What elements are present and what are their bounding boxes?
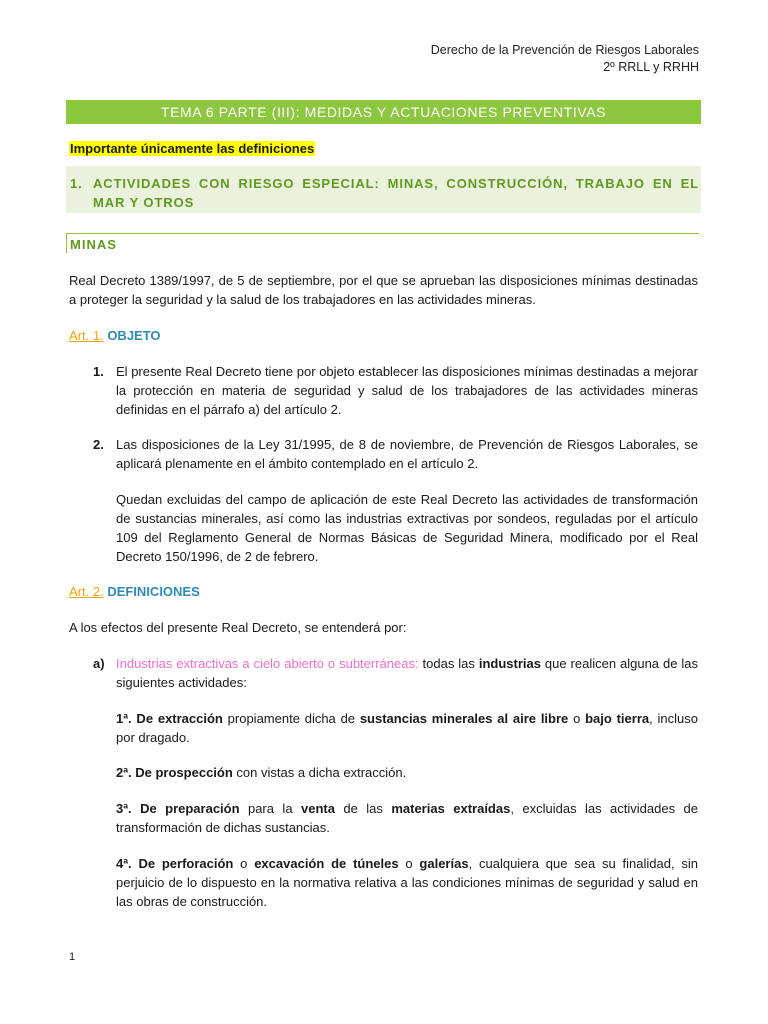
definition-a bbox=[116, 654, 698, 692]
activity-3 bbox=[116, 799, 698, 837]
article-1-number: Art. 1. bbox=[69, 328, 104, 343]
list-marker-1: 1. bbox=[93, 364, 104, 379]
list-marker-2: 2. bbox=[93, 437, 104, 452]
definition-a-bold: industrias bbox=[478, 656, 541, 671]
article-2-title: DEFINICIONES bbox=[107, 584, 200, 599]
definition-a-text-2: que realicen alguna de las siguientes actividades: bbox=[116, 656, 698, 690]
chapter-title: TEMA 6 PARTE (III): MEDIDAS Y ACTUACIONES PREVENTIVAS bbox=[66, 100, 701, 124]
important-note-text: Importante únicamente las definiciones bbox=[70, 141, 315, 156]
header-course: Derecho de la Prevención de Riesgos Laborales bbox=[430, 43, 699, 57]
article-2-number: Art. 2. bbox=[69, 584, 104, 599]
important-note bbox=[69, 140, 315, 157]
activity-2 bbox=[116, 763, 698, 782]
article-1-exclusions: Quedan excluidas del campo de aplicación de este Real Decreto las actividades de transformación de sustancias minerales, así como las industrias extractivas por sondeos, reguladas por el artículo 109 del Reglamento General de Normas Básicas de Seguridad Minera, modificado por el Real Decreto 150/1996, de 2 de febrero. bbox=[116, 492, 698, 564]
activity-3-bold-1: venta bbox=[300, 801, 335, 816]
article-2-heading bbox=[69, 582, 200, 601]
activity-3-label: 3ª. De preparación bbox=[116, 801, 240, 816]
page-number: 1 bbox=[69, 951, 76, 963]
activity-3-text: para la bbox=[239, 801, 301, 816]
activity-1-text-2: o bbox=[568, 711, 586, 726]
definition-a-text: todas las bbox=[418, 656, 479, 671]
list-marker-a: a) bbox=[93, 656, 105, 671]
activity-4-text: o bbox=[233, 856, 255, 871]
activity-4-bold-2: galerías bbox=[419, 856, 469, 871]
activity-2-text: con vistas a dicha extracción. bbox=[232, 765, 407, 780]
activity-4-text-3: , cualquiera que sea su finalidad, sin perjuicio de lo dispuesto en la normativa relativa a las condiciones mínimas de seguridad y salud en las obras de construcción. bbox=[116, 856, 698, 909]
subsection-title: MINAS bbox=[70, 237, 117, 252]
activity-3-bold-2: materias extraídas bbox=[391, 801, 511, 816]
activity-1-bold-1: sustancias minerales al aire libre bbox=[359, 711, 569, 726]
activity-2-label: 2ª. De prospección bbox=[116, 765, 233, 780]
activity-4-text-2: o bbox=[398, 856, 420, 871]
activity-4-bold-1: excavación de túneles bbox=[254, 856, 399, 871]
intro-paragraph: Real Decreto 1389/1997, de 5 de septiembre, por el que se aprueban las disposiciones mínimas destinadas a proteger la seguridad y la salud de los trabajadores en las actividades mineras. bbox=[69, 273, 698, 307]
activity-3-text-2: de las bbox=[334, 801, 392, 816]
section-number: 1. bbox=[70, 176, 83, 191]
definition-a-term: Industrias extractivas a cielo abierto o subterráneas: bbox=[116, 656, 419, 671]
activity-3-text-3: , excluidas las actividades de transformación de dichas sustancias. bbox=[116, 801, 698, 835]
activity-1 bbox=[116, 709, 698, 747]
article-1-heading bbox=[69, 326, 161, 345]
subsection-rule-side bbox=[66, 233, 67, 253]
article-2-lead: A los efectos del presente Real Decreto, se entenderá por: bbox=[69, 620, 407, 635]
activity-1-label: 1ª. De extracción bbox=[116, 711, 223, 726]
page-header bbox=[431, 42, 699, 76]
section-heading: ACTIVIDADES CON RIESGO ESPECIAL: MINAS, CONSTRUCCIÓN, TRABAJO EN EL MAR Y OTROS bbox=[93, 176, 699, 210]
activity-4 bbox=[116, 854, 698, 911]
article-1-item-1: El presente Real Decreto tiene por objeto establecer las disposiciones mínimas destinadas a mejorar la protección en materia de seguridad y salud de los trabajadores de las actividades mineras definidas en el párrafo a) del artículo 2. bbox=[116, 364, 698, 417]
activity-1-bold-2: bajo tierra bbox=[585, 711, 650, 726]
article-1-title: OBJETO bbox=[107, 328, 161, 343]
subsection-rule bbox=[66, 233, 699, 234]
header-degree: 2º RRLL y RRHH bbox=[603, 60, 699, 74]
article-1-item-2: Las disposiciones de la Ley 31/1995, de 8 de noviembre, de Prevención de Riesgos Laborales, se aplicará plenamente en el ámbito contemplado en el artículo 2. bbox=[116, 437, 698, 471]
activity-4-label: 4ª. De perforación bbox=[116, 856, 234, 871]
activity-1-text-3: , incluso por dragado. bbox=[116, 711, 698, 745]
activity-1-text: propiamente dicha de bbox=[222, 711, 360, 726]
